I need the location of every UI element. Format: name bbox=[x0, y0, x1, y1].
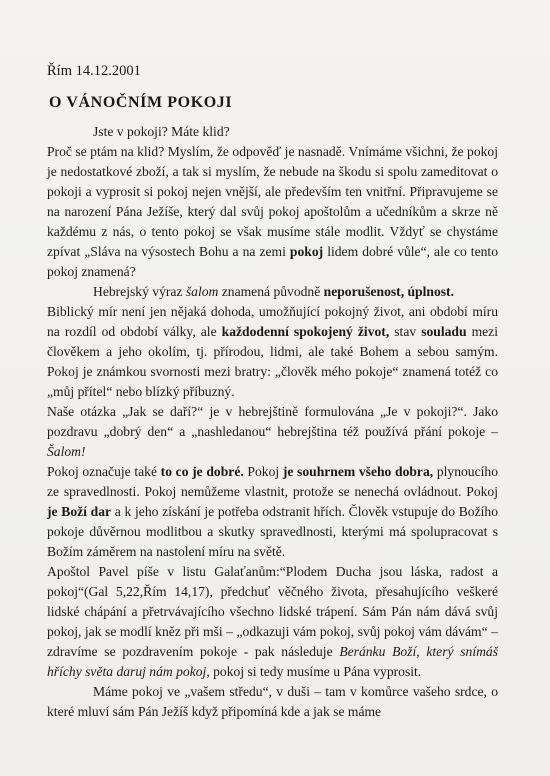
paragraph bbox=[47, 302, 498, 402]
letter-date: Řím 14.12.2001 bbox=[47, 63, 141, 79]
text-run: a k jeho získání je potřeba odstranit hřích. Člověk vstupuje do Božího pokoje důvěrnou modlitbou a skutky spravedlnosti, kterými má spolupracovat s Božím záměrem na nastolení míru na světě. bbox=[47, 504, 498, 559]
text-run: lidem dobré vůle“, ale co tento pokoj znamená? bbox=[47, 244, 498, 279]
paragraph bbox=[47, 562, 498, 682]
text-run: Biblický mír není jen nějaká dohoda, umožňující pokojný život, ani období míru na rozdíl od období války, ale bbox=[47, 304, 498, 339]
bold-text: to co je dobré. bbox=[160, 464, 244, 479]
italic-text: Šalom! bbox=[47, 444, 86, 459]
paragraph bbox=[47, 142, 498, 282]
text-run: Jste v pokoji? Máte klid? bbox=[93, 124, 230, 139]
article-title: O VÁNOČNÍM POKOJI bbox=[49, 94, 233, 111]
bold-text: je souhrnem všeho dobra, bbox=[282, 464, 434, 479]
text-run: pokoj si tedy musíme u Pána vyprosit. bbox=[209, 664, 422, 679]
article-body bbox=[47, 122, 498, 722]
bold-text: neporušenost, úplnost. bbox=[323, 284, 454, 299]
text-run: Máme pokoj ve „vašem středu“, v duši – tam v komůrce vašeho srdce, o které mluví sám Pán Ježíš když připomíná kde a jak se máme bbox=[47, 684, 498, 719]
text-run: Pokoj bbox=[243, 464, 283, 479]
italic-text: šalom bbox=[185, 284, 219, 299]
paragraph bbox=[47, 682, 498, 722]
bold-text: pokoj bbox=[289, 244, 324, 259]
text-run: stav bbox=[389, 324, 422, 339]
italic-text: Beránku Boží, který snímáš hříchy světa daruj nám pokoj, bbox=[47, 644, 498, 679]
text-run: Apoštol Pavel píše v listu Galaťanům:“Plodem Ducha jsou láska, radost a pokoj“(Gal 5,22,Řím 14,17), předchuť věčného života, přesahujícího veškeré lidské chápání a přetrvávajícího všechno lidské trápení. Sám Pán nám dává svůj pokoj, jak se modlí kněz při mši – „odkazuji vám pokoj, svůj pokoj vám dávám“ – zdravíme se pozdravením pokoje - pak následuje bbox=[47, 564, 498, 659]
text-run: Hebrejský výraz bbox=[93, 284, 186, 299]
text-run: znamená původně bbox=[218, 284, 324, 299]
bold-text: souladu bbox=[421, 324, 467, 339]
paragraph bbox=[47, 282, 498, 302]
paragraph bbox=[47, 462, 498, 562]
text-run: Pokoj označuje také bbox=[47, 464, 161, 479]
text-run: Naše otázka „Jak se daří?“ je v hebrejštině formulována „Je v pokoji?“. Jako pozdravu „dobrý den“ a „nashledanou“ hebrejština též používá přání pokoje – bbox=[47, 404, 498, 439]
bold-text: každodenní spokojený život, bbox=[221, 324, 390, 339]
text-run: plynoucího ze spravedlnosti. Pokoj nemůžeme vlastnit, protože se nenechá ovládnout. Pokoj bbox=[47, 464, 498, 499]
bold-text: je Boží dar bbox=[47, 504, 112, 519]
text-run: mezi člověkem a jeho okolím, tj. přírodou, lidmi, ale také Bohem a sebou samým. Pokoj je známkou svornosti mezi bratry: „člověk mého pokoje“ znamená totéž co „můj přítel“ nebo blízký příbuzný. bbox=[47, 324, 498, 399]
paragraph bbox=[47, 122, 498, 142]
text-run: Proč se ptám na klid? Myslím, že odpověď je nasnadě. Vnímáme všichni, že pokoj je nedostatkové zboží, a tak si myslím, že nebude na škodu si spolu zameditovat o pokoji a vyprosit si pokoj nejen vnější, ale především ten vnitřní. Připravujeme se na narození Pána Ježíše, který dal svůj pokoj apoštolům a učedníkům a skrze ně každému z nás, o tento pokoj se však musíme stále modlit. Vždyť se chystáme zpívat „Sláva na výsostech Bohu a na zemi bbox=[47, 144, 498, 259]
paragraph bbox=[47, 402, 498, 462]
